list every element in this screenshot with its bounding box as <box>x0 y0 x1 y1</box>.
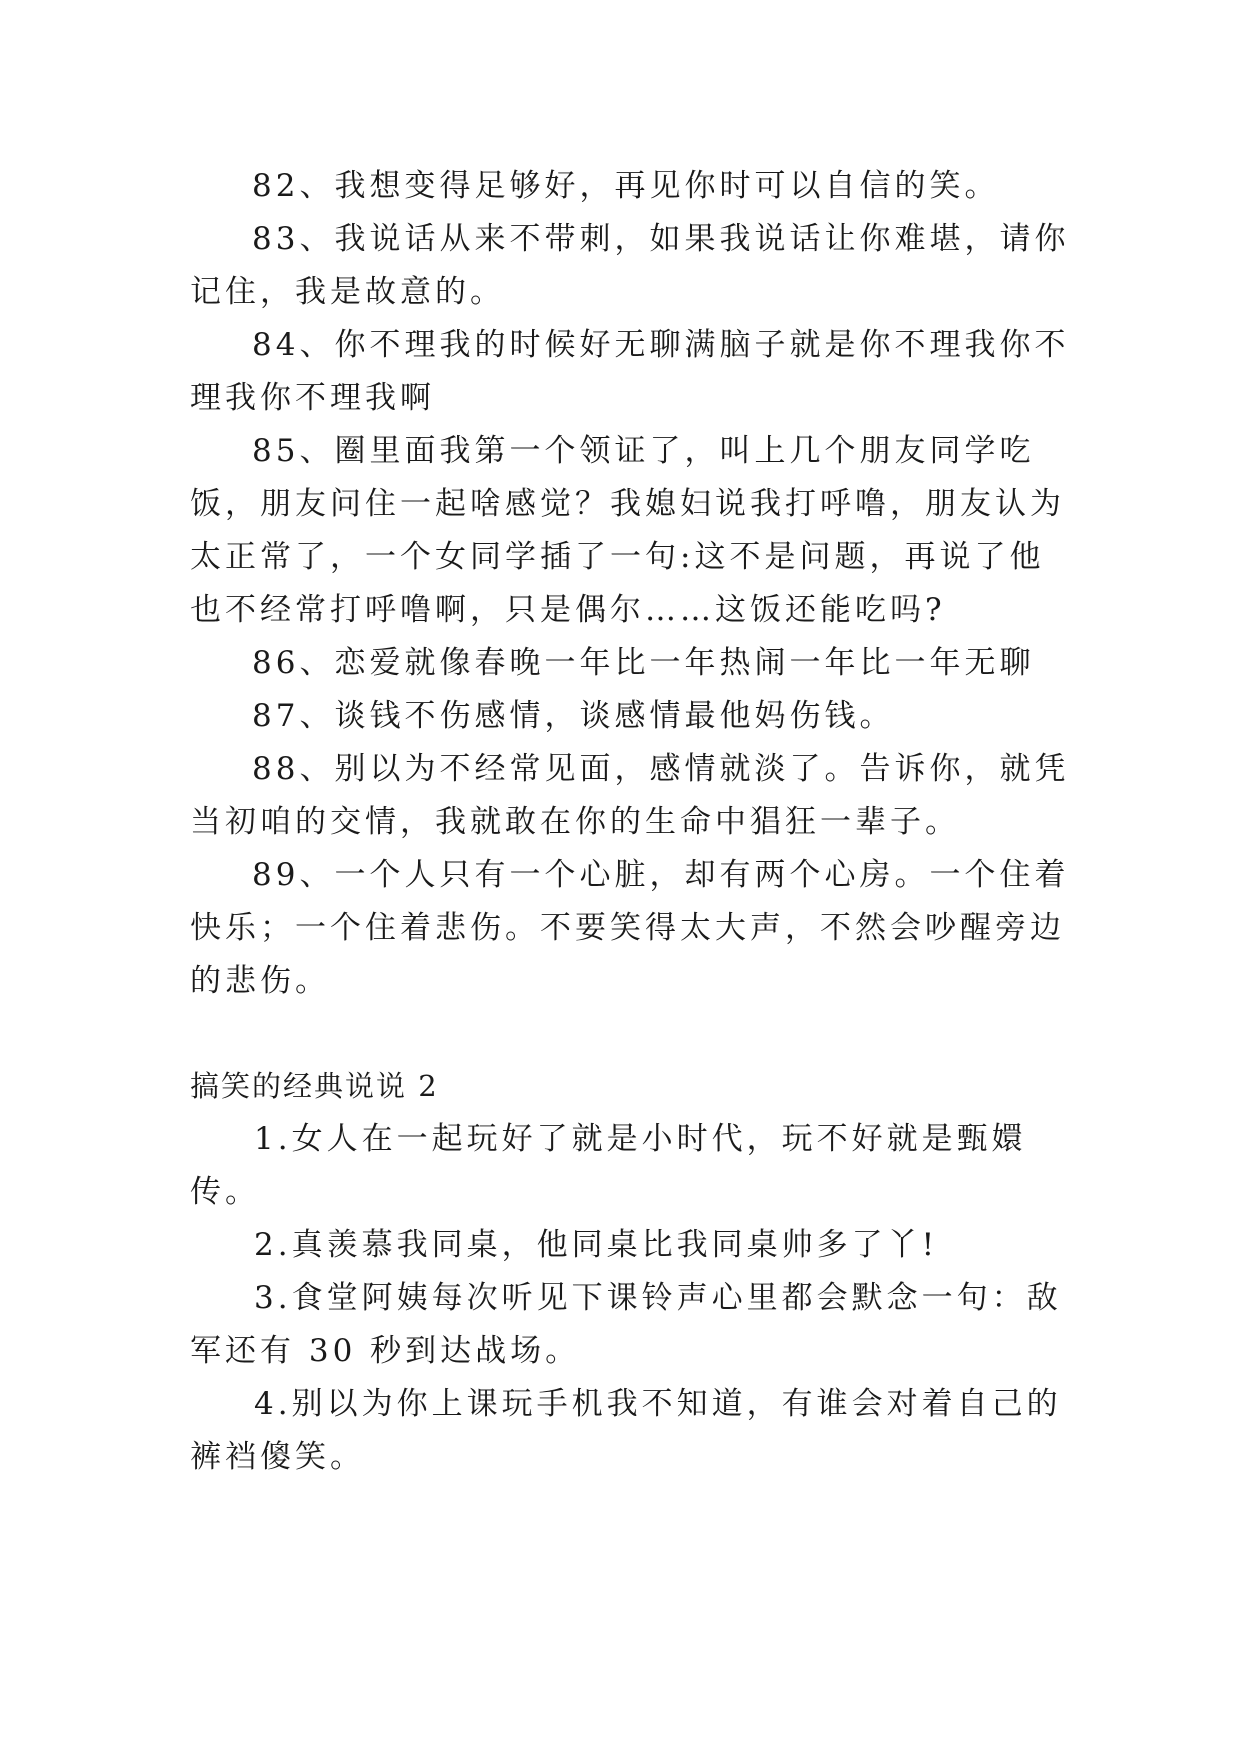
quote-paragraph-87: 87、谈钱不伤感情，谈感情最他妈伤钱。 <box>252 698 895 734</box>
quote-paragraph-83: 83、我说话从来不带刺，如果我说话让你难堪，请你记住，我是故意的。 <box>190 221 1070 310</box>
quote-paragraph-85: 85、圈里面我第一个领证了，叫上几个朋友同学吃饭，朋友问住一起啥感觉？我媳妇说我打呼噜，朋友认为太正常了，一个女同学插了一句:这不是问题，再说了他也不经常打呼噜啊，只是偶尔……这饭还能吃吗? <box>190 433 1065 628</box>
section-item-4: 4.别以为你上课玩手机我不知道，有谁会对着自己的裤裆傻笑。 <box>190 1386 1062 1475</box>
section-item-2: 2.真羡慕我同桌，他同桌比我同桌帅多了丫! <box>254 1227 939 1263</box>
quote-paragraph-89: 89、一个人只有一个心脏，却有两个心房。一个住着快乐；一个住着悲伤。不要笑得太大声，不然会吵醒旁边的悲伤。 <box>190 857 1070 999</box>
quote-paragraph-88: 88、别以为不经常见面，感情就淡了。告诉你，就凭当初咱的交情，我就敢在你的生命中猖狂一辈子。 <box>190 751 1070 840</box>
section-item-3: 3.食堂阿姨每次听见下课铃声心里都会默念一句：敌军还有 30 秒到达战场。 <box>190 1280 1062 1369</box>
quote-paragraph-82: 82、我想变得足够好，再见你时可以自信的笑。 <box>252 168 1000 204</box>
section-item-1: 1.女人在一起玩好了就是小时代，玩不好就是甄嬛传。 <box>190 1121 1027 1210</box>
quote-paragraph-86: 86、恋爱就像春晚一年比一年热闹一年比一年无聊 <box>252 645 1035 681</box>
section-title: 搞笑的经典说说 2 <box>190 1069 439 1103</box>
quote-paragraph-84: 84、你不理我的时候好无聊满脑子就是你不理我你不理我你不理我啊 <box>190 327 1070 416</box>
document-body <box>190 160 1070 1484</box>
